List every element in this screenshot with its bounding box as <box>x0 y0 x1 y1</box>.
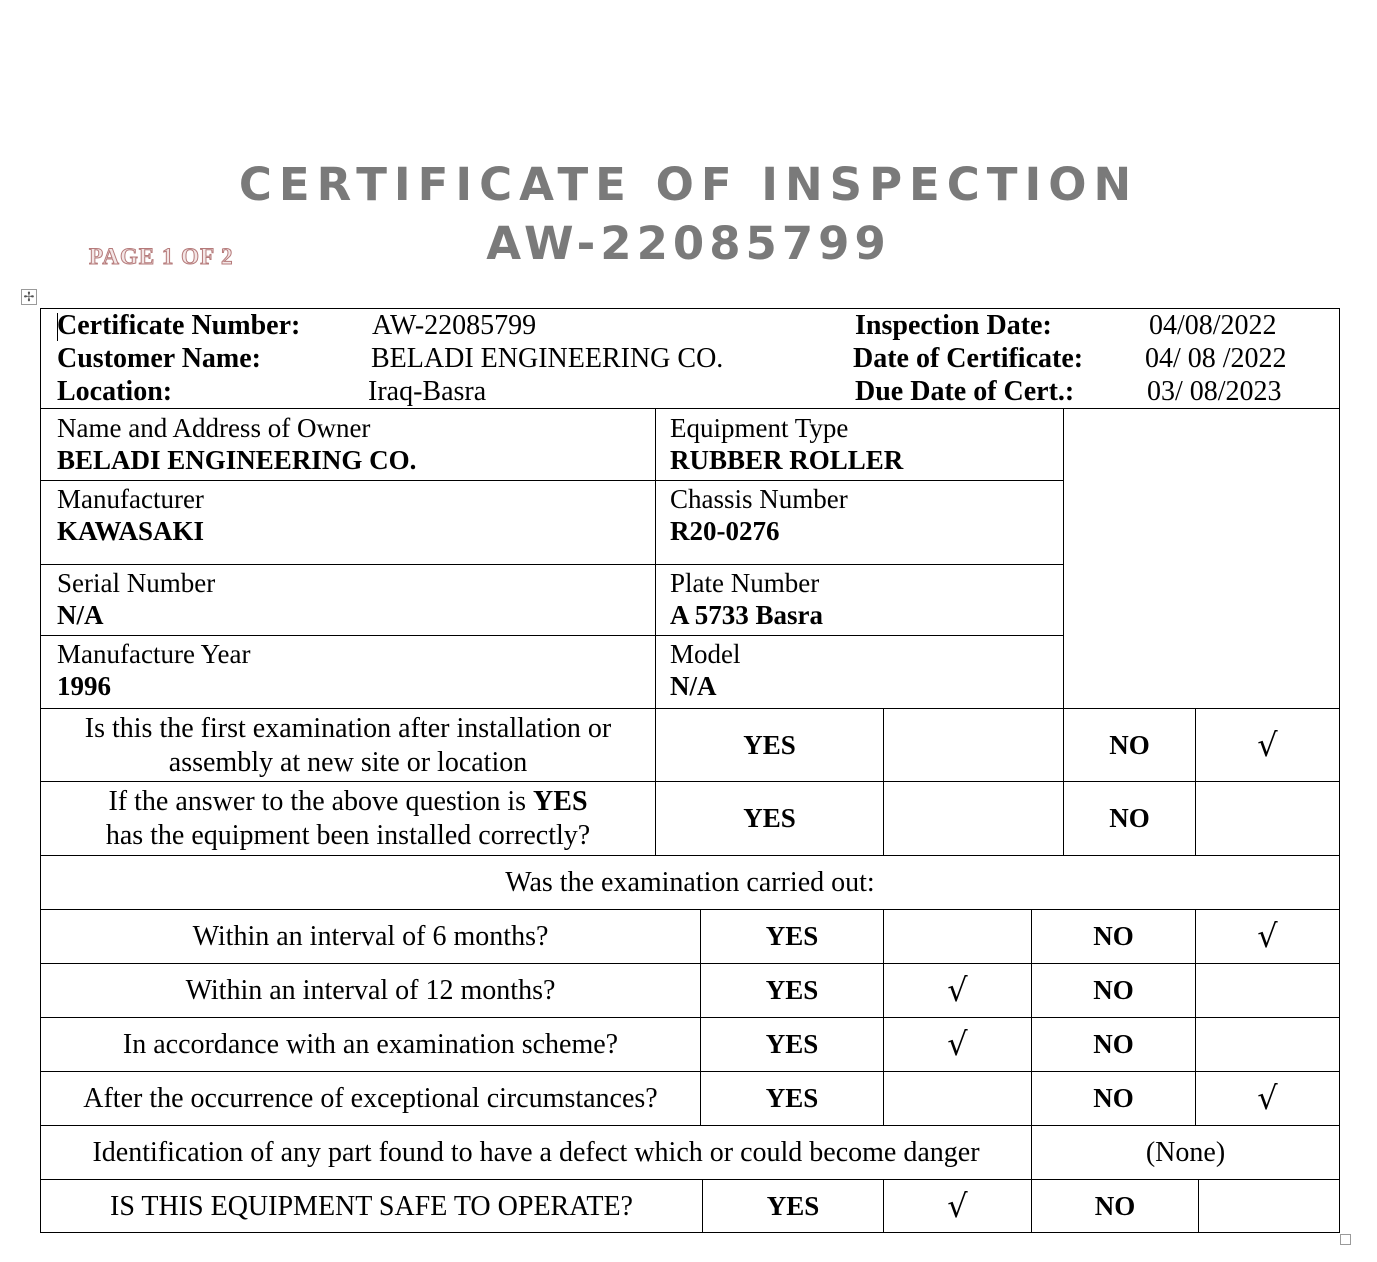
yes-label: YES <box>743 730 796 760</box>
location-label: Location: <box>57 376 173 407</box>
certificate-number-label: Certificate Number: <box>57 310 301 341</box>
check-mark-icon[interactable]: √ <box>1257 917 1278 955</box>
manufacturer-value: KAWASAKI <box>57 516 205 546</box>
no-label: NO <box>1109 730 1150 760</box>
certificate-number-value: AW-22085799 <box>372 310 537 341</box>
inspection-date-value: 04/08/2022 <box>1149 310 1277 341</box>
question-first-exam-line1: Is this the first examination after installation or <box>84 713 612 744</box>
yes-answer-cell[interactable] <box>884 782 1063 855</box>
no-label: NO <box>1094 1191 1136 1221</box>
serial-number-label: Serial Number <box>57 568 216 598</box>
table-resize-handle-icon[interactable] <box>1340 1234 1351 1245</box>
due-date-label: Due Date of Cert.: <box>855 376 1075 407</box>
owner-value: BELADI ENGINEERING CO. <box>57 445 417 475</box>
question-defect-identification: Identification of any part found to have a defect which or could become danger <box>92 1137 980 1168</box>
date-of-certificate-label: Date of Certificate: <box>853 343 1084 374</box>
no-label: NO <box>1093 921 1134 951</box>
chassis-number-label: Chassis Number <box>670 484 848 514</box>
customer-name-label: Customer Name: <box>57 343 261 374</box>
question-safe-to-operate: IS THIS EQUIPMENT SAFE TO OPERATE? <box>110 1191 633 1222</box>
yes-answer-cell[interactable] <box>884 709 1063 781</box>
no-label: NO <box>1093 1029 1134 1059</box>
check-mark-icon[interactable]: √ <box>1257 726 1278 764</box>
manufacturer-label: Manufacturer <box>57 484 204 514</box>
due-date-value: 03/ 08/2023 <box>1147 376 1282 407</box>
yes-label: YES <box>765 1029 819 1059</box>
equipment-type-value: RUBBER ROLLER <box>670 445 904 475</box>
question-12-months: Within an interval of 12 months? <box>185 975 556 1006</box>
customer-name-value: BELADI ENGINEERING CO. <box>371 343 724 374</box>
page-indicator: PAGE 1 OF 2 <box>89 244 234 269</box>
owner-label: Name and Address of Owner <box>57 413 371 443</box>
check-mark-icon[interactable]: √ <box>947 1187 968 1225</box>
check-mark-icon[interactable]: √ <box>947 1025 968 1063</box>
question-6-months: Within an interval of 6 months? <box>192 921 549 952</box>
model-label: Model <box>670 639 741 669</box>
manufacture-year-value: 1996 <box>57 671 111 701</box>
yes-label: YES <box>766 1191 820 1221</box>
certificate-title: CERTIFICATE OF INSPECTION <box>238 158 1139 211</box>
defect-answer: (None) <box>1145 1137 1226 1168</box>
yes-label: YES <box>765 1083 819 1113</box>
model-value: N/A <box>670 671 717 701</box>
yes-label: YES <box>765 921 819 951</box>
yes-label: YES <box>743 803 796 833</box>
chassis-number-value: R20-0276 <box>670 516 780 546</box>
question-installed-correctly-line2: has the equipment been installed correctly? <box>105 820 591 851</box>
check-mark-icon[interactable]: √ <box>947 971 968 1009</box>
inspection-date-label: Inspection Date: <box>855 310 1052 341</box>
plate-number-label: Plate Number <box>670 568 820 598</box>
exam-heading: Was the examination carried out: <box>505 867 875 898</box>
no-label: NO <box>1093 1083 1134 1113</box>
question-exceptional-circumstances: After the occurrence of exceptional circumstances? <box>83 1083 658 1114</box>
question-installed-correctly-line1: If the answer to the above question is YES <box>108 786 588 817</box>
serial-number-value: N/A <box>57 600 104 630</box>
no-answer-cell[interactable] <box>1196 782 1339 855</box>
question-first-exam-line2: assembly at new site or location <box>168 747 528 778</box>
plate-number-value: A 5733 Basra <box>670 600 824 630</box>
yes-label: YES <box>765 975 819 1005</box>
date-of-certificate-value: 04/ 08 /2022 <box>1145 343 1287 374</box>
equipment-type-label: Equipment Type <box>670 413 849 443</box>
table-move-handle-icon[interactable]: ✢ <box>21 289 37 305</box>
check-mark-icon[interactable]: √ <box>1257 1079 1278 1117</box>
manufacture-year-label: Manufacture Year <box>57 639 251 669</box>
no-label: NO <box>1093 975 1134 1005</box>
certificate-id-title: AW-22085799 <box>486 217 891 270</box>
location-value: Iraq-Basra <box>368 376 487 407</box>
question-exam-scheme: In accordance with an examination scheme? <box>122 1029 619 1060</box>
no-label: NO <box>1109 803 1150 833</box>
